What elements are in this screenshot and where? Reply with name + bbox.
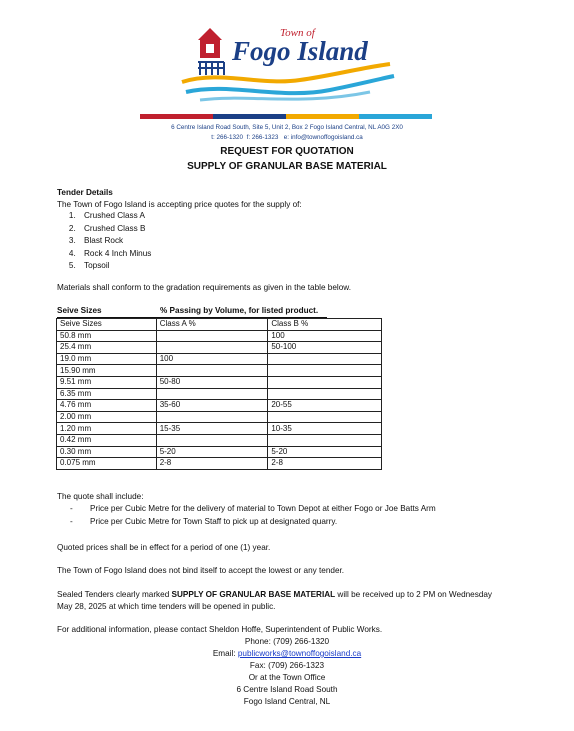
email-label: Email: [212, 649, 238, 658]
list-item [70, 516, 436, 529]
svg-text:Town of: Town of [280, 27, 315, 39]
table-row [57, 458, 382, 470]
list-item: 3. Blast Rock [78, 235, 151, 248]
header-contact-line [0, 134, 574, 141]
table-header-row [57, 319, 382, 331]
sealed-bold: SUPPLY OF GRANULAR BASE MATERIAL [171, 590, 336, 599]
table-cell: 2.00 mm [57, 411, 157, 423]
brand-color-bar [140, 114, 432, 119]
column-header: Seive Sizes [57, 319, 157, 331]
table-cell [156, 342, 268, 354]
table-cell [268, 365, 382, 377]
table-cell: 19.0 mm [57, 353, 157, 365]
table-cell: 10-35 [268, 423, 382, 435]
table-cell [156, 411, 268, 423]
header-email[interactable]: e: info@townoffogoisland.ca [283, 134, 363, 141]
table-cell: 1.20 mm [57, 423, 157, 435]
table-cell: 15-35 [156, 423, 268, 435]
table-cell: 50-80 [156, 376, 268, 388]
quote-list [70, 503, 436, 528]
yellow-wave [182, 64, 390, 82]
table-cell: 2-8 [268, 458, 382, 470]
sealed-tender-line2: May 28, 2025 at which time tenders will be opened in public. [57, 602, 276, 611]
table-row [57, 330, 382, 342]
document-title: REQUEST FOR QUOTATION [220, 146, 354, 157]
column-header: Class A % [156, 319, 268, 331]
table-cell: 100 [268, 330, 382, 342]
table-cell: 50-100 [268, 342, 382, 354]
table-cell: 6.35 mm [57, 388, 157, 400]
house-icon [198, 28, 222, 58]
no-bind-text: The Town of Fogo Island does not bind itself to accept the lowest or any tender. [57, 566, 345, 575]
contact-email-line [0, 649, 574, 658]
list-item: 4. Rock 4 Inch Minus [78, 248, 151, 261]
table-cell [268, 434, 382, 446]
quote-heading: The quote shall include: [57, 492, 144, 501]
sealed-tender-text [57, 590, 492, 599]
table-cell: 5-20 [156, 446, 268, 458]
table-cell [156, 388, 268, 400]
table-cell [268, 411, 382, 423]
table-cell [156, 365, 268, 377]
table-cell [268, 353, 382, 365]
contact-intro: For additional information, please contact Sheldon Hoffe, Superintendent of Public Works. [57, 625, 383, 634]
contact-city: Fogo Island Central, NL [243, 697, 331, 706]
contact-office: Or at the Town Office [248, 673, 326, 682]
logo-graphic [180, 20, 400, 110]
table-cell [268, 376, 382, 388]
validity-text: Quoted prices shall be in effect for a period of one (1) year. [57, 543, 271, 552]
table-cell: 35-60 [156, 400, 268, 412]
table-cell: 25.4 mm [57, 342, 157, 354]
table-cell: 15.90 mm [57, 365, 157, 377]
tender-heading: Tender Details [57, 188, 113, 197]
town-logo [180, 20, 400, 110]
list-item [70, 503, 436, 516]
table-row [57, 376, 382, 388]
sealed-suffix: will be received up to 2 PM on Wednesday [335, 590, 493, 599]
table-caption-sizes: Seive Sizes [57, 306, 102, 315]
bullet-dash: - [70, 516, 73, 526]
conformance-text: Materials shall conform to the gradation requirements as given in the table below. [57, 283, 352, 292]
table-caption-passing: % Passing by Volume, for listed product. [160, 306, 319, 315]
table-row [57, 353, 382, 365]
table-row [57, 400, 382, 412]
table-cell: 0.42 mm [57, 434, 157, 446]
contact-street: 6 Centre Island Road South [236, 685, 338, 694]
header-phone: t: 266-1320 [211, 134, 244, 141]
tender-intro: The Town of Fogo Island is accepting price quotes for the supply of: [57, 200, 302, 209]
svg-text:Fogo Island: Fogo Island [232, 36, 368, 66]
wharf-icon [198, 62, 224, 75]
header-fax: f: 266-1323 [246, 134, 279, 141]
document-subtitle: SUPPLY OF GRANULAR BASE MATERIAL [187, 161, 387, 172]
column-header: Class B % [268, 319, 382, 331]
table-row [57, 434, 382, 446]
table-row [57, 342, 382, 354]
table-cell: 20-55 [268, 400, 382, 412]
table-cell: 2-8 [156, 458, 268, 470]
header-address: 6 Centre Island Road South, Site 5, Unit 2, Box 2 Fogo Island Central, NL A0G 2X0 [171, 124, 403, 131]
table-row [57, 365, 382, 377]
table-cell: 0.075 mm [57, 458, 157, 470]
table-cell [156, 434, 268, 446]
table-cell [156, 330, 268, 342]
bullet-dash: - [70, 504, 73, 513]
table-cell: 5-20 [268, 446, 382, 458]
list-item: 5. Topsoil [78, 260, 151, 273]
table-cell: 0.30 mm [57, 446, 157, 458]
table-row [57, 446, 382, 458]
table-row [57, 411, 382, 423]
quote-item-text: Price per Cubic Metre for Town Staff to pick up at designated quarry. [90, 516, 338, 526]
materials-list [58, 210, 151, 273]
gradation-table [56, 318, 382, 470]
sealed-prefix: Sealed Tenders clearly marked [57, 590, 172, 599]
contact-fax: Fax: (709) 266-1323 [249, 661, 325, 670]
table-cell: 9.51 mm [57, 376, 157, 388]
table-cell: 100 [156, 353, 268, 365]
table-cell: 4.76 mm [57, 400, 157, 412]
table-cell [268, 388, 382, 400]
table-row [57, 423, 382, 435]
list-item: 2. Crushed Class B [78, 223, 151, 236]
contact-phone: Phone: (709) 266-1320 [244, 637, 330, 646]
email-link[interactable]: publicworks@townoffogoisland.ca [237, 649, 362, 658]
table-cell: 50.8 mm [57, 330, 157, 342]
quote-item-text: Price per Cubic Metre for the delivery of material to Town Depot at either Fogo or Joe Batts Arm [90, 504, 436, 513]
table-row [57, 388, 382, 400]
list-item: 1. Crushed Class A [78, 210, 151, 223]
